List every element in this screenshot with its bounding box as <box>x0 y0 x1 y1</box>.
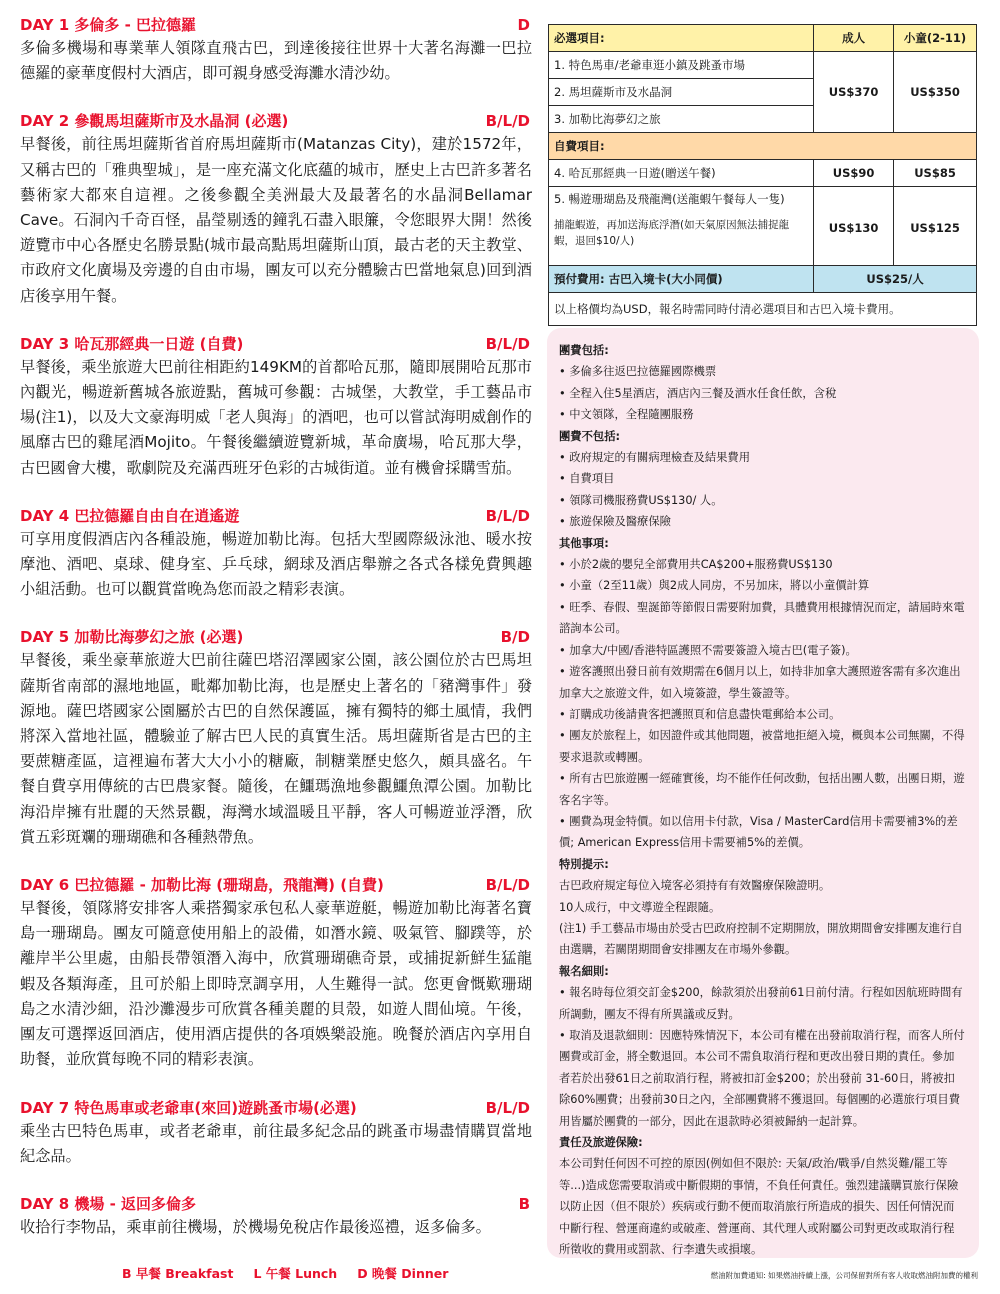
legend-dinner: D 晚餐 Dinner <box>357 1266 449 1281</box>
list-item: • 遊客護照出發日前有效期需在6個月以上，如持非加拿大護照遊客需有多次進出加拿大之旅遊文件，如入境簽證，學生簽證等。 <box>559 665 961 700</box>
day-title: DAY 5 加勒比海夢幻之旅 (必選) <box>20 628 244 647</box>
day-description: 早餐後，前往馬坦薩斯省首府馬坦薩斯市(Matanzas City)，建於1572年，又稱古巴的「雅典聖城」，是一座充滿文化底蘊的城市，歷史上古巴許多著名藝術家大都來自這裡。之後參觀全美洲最大及最著名的水晶洞Bellamar Cave。石洞內千奇百怪，晶瑩剔透的鐘乳石盡入眼簾，令您眼界大開！然後遊覽市中心各歷史名勝景點(城市最高點馬坦薩斯山頂，最古老的天主教堂、市政府文化廣場及旁邊的自由市場，團友可以充分體驗古巴當地氣息)回到酒店後享用午餐。 <box>20 135 532 305</box>
day-meals: B/L/D <box>485 876 530 895</box>
exclude-title: 團費不包括: <box>559 429 621 443</box>
day-7 <box>20 1097 532 1169</box>
price-table <box>548 24 977 326</box>
meal-legend <box>122 1264 448 1282</box>
day-meals: B/L/D <box>485 112 530 131</box>
mandatory-adult-price: US$370 <box>814 52 894 133</box>
day-description: 乘坐古巴特色馬車，或者老爺車，前往最多紀念品的跳蚤市場盡情購買當地紀念品。 <box>20 1121 532 1165</box>
itinerary <box>20 14 532 1264</box>
list-item: • 團友於旅程上，如因證件或其他問題，被當地拒絕入境，概與本公司無關，不得要求退款或轉團。 <box>559 729 965 764</box>
day-title: DAY 6 巴拉德羅 - 加勒比海 (珊瑚島，飛龍灣) (自費) <box>20 876 384 895</box>
prepaid-price: US$25/人 <box>814 266 977 293</box>
list-item: • 全程入住5星酒店，酒店內三餐及酒水任食任飲，含稅 <box>559 386 837 400</box>
day-5 <box>20 626 532 850</box>
day-1 <box>20 14 532 86</box>
day-title: DAY 8 機場 - 返回多倫多 <box>20 1194 197 1213</box>
list-item: • 加拿大/中國/香港特區護照不需要簽證入境古巴(電子簽)。 <box>559 643 857 657</box>
list-item: • 旅遊保險及醫療保險 <box>559 515 671 529</box>
list-item: • 取消及退款細則：因應特殊情況下，本公司有權在出發前取消行程，而客人所付團費或訂金，將全數退回。本公司不需負取消行程和更改出發日期的責任。參加者若於出發61日之前取消行程，將被扣訂金$200；於出發前 31-60日，將被扣除60%團費；出發前30日之內，全部團費將不獲退回。每個團的必選旅行項目費用皆屬於團費的一部分，因此在退款時必須被歸納一起計算。 <box>559 1029 965 1128</box>
list-item: 10人成行，中文導遊全程跟隨。 <box>559 900 721 914</box>
day-8 <box>20 1193 532 1240</box>
optional-child-price: US$125 <box>894 187 977 266</box>
day-6 <box>20 874 532 1072</box>
day-meals: D <box>517 16 530 34</box>
price-table-wrapper <box>548 24 977 326</box>
child-header: 小童(2-11) <box>894 25 977 52</box>
mandatory-item: 3. 加勒比海夢幻之旅 <box>549 106 814 133</box>
fuel-surcharge-note: 燃油附加費通知: 如果燃油持續上漲，公司保留對所有客人收取燃油附加費的權利 <box>710 1271 978 1280</box>
optional-item: 4. 哈瓦那經典一日遊(贈送午餐) <box>549 160 814 187</box>
optional-header: 自費項目: <box>549 133 977 160</box>
price-footnote: 以上格價均為USD，報名時需同時付清必選項目和古巴入境卡費用。 <box>549 293 977 326</box>
day-4 <box>20 505 532 603</box>
day-title: DAY 1 多倫多 - 巴拉德羅 <box>20 16 197 34</box>
optional-child-price: US$85 <box>894 160 977 187</box>
day-meals: B/L/D <box>485 334 530 353</box>
day-meals: B/L/D <box>485 1098 530 1117</box>
prepaid-label: 預付費用: 古巴入境卡(大小同價) <box>549 266 814 293</box>
day-meals: B <box>518 1194 530 1213</box>
day-meals: B/D <box>500 628 530 647</box>
liability-text: 本公司對任何因不可控的原因(例如但不限於: 天氣/政治/戰爭/自然災難/罷工等等...)造成您需要取消或中斷假期的事情，不負任何責任。強烈建議購買旅行保險以防止因（但不限於）疾病或行動不便而取消旅行所造成的損失、因任何情況而中斷行程、營運商違約或破產、營運商、其代理人或附屬公司對更改或取消行程所徵收的費用或罰款、行李遺失或損壞。 <box>559 1157 959 1257</box>
mandatory-child-price: US$350 <box>894 52 977 133</box>
day-2 <box>20 110 532 308</box>
day-title: DAY 4 巴拉德羅自由自在逍遙遊 <box>20 506 240 525</box>
liability-title: 責任及旅遊保險: <box>559 1136 643 1150</box>
list-item: • 領隊司機服務費US$130/ 人。 <box>559 493 723 507</box>
legend-lunch: L 午餐 Lunch <box>253 1266 338 1281</box>
optional-adult-price: US$130 <box>814 187 894 266</box>
day-description: 早餐後，領隊將安排客人乘搭獨家承包私人豪華遊艇，暢遊加勒比海著名寶島一珊瑚島。團友可隨意使用船上的設備，如潛水鏡、吸氣管、腳蹼等，於離岸半公里處，由船長帶領潛入海中，欣賞珊瑚礁奇景，或捕捉新鮮生猛龍蝦及各類海產，且可於船上即時烹調享用，人生難得一試。您更會慨歎珊瑚島之水清沙細，沿沙灘漫步可欣賞各種美麗的貝殼，如遊人間仙境。午後，團友可選擇返回酒店，使用酒店提供的各項娛樂設施。晚餐於酒店內享用自助餐，並欣賞每晚不同的精彩表演。 <box>20 899 532 1069</box>
legend-breakfast: B 早餐 Breakfast <box>122 1266 234 1281</box>
include-title: 團費包括: <box>559 344 609 357</box>
list-item: (注1) 手工藝品市場由於受古巴政府控制不定期開放，開放期間會安排團友進行自由選購，若關閉期間會安排團友在市場外參觀。 <box>559 921 963 957</box>
list-item: 古巴政府規定每位入境客必須持有有效醫療保險證明。 <box>559 879 831 893</box>
list-item: • 自費項目 <box>559 472 615 486</box>
terms-panel <box>547 328 979 1258</box>
day-description: 早餐後，乘坐旅遊大巴前往相距約149KM的首都哈瓦那，隨即展開哈瓦那市內觀光，暢遊新舊城各旅遊點，舊城可參觀：古城堡，大教堂，手工藝品市場(注1)，以及大文豪海明威「老人與海」的酒吧，也可以嘗試海明威創作的風靡古巴的雞尾酒Mojito。午餐後繼續遊覽新城，革命廣場，哈瓦那大學，古巴國會大樓，歌劇院及充滿西班牙色彩的古城街道。並有機會採購雪茄。 <box>20 357 532 477</box>
list-item: • 中文領隊，全程隨團服務 <box>559 408 694 422</box>
optional-item-5 <box>549 187 814 266</box>
list-item: • 政府規定的有關病理檢查及結果費用 <box>559 451 751 465</box>
optional-item-label: 5. 暢遊珊瑚島及飛龍灣(送龍蝦午餐每人一隻) <box>554 192 785 206</box>
mandatory-header: 必選項目: <box>549 25 814 52</box>
signup-title: 報名細則: <box>559 964 609 978</box>
list-item: • 小於2歲的嬰兒全部費用共CA$200+服務費US$130 <box>559 558 833 572</box>
special-title: 特別提示: <box>559 857 609 871</box>
list-item: • 團費為現金特價。如以信用卡付款，Visa / MasterCard信用卡需要補3%的差價; American Express信用卡需要補5%的差價。 <box>559 814 958 850</box>
mandatory-item: 1. 特色馬車/老爺車逛小鎮及跳蚤市場 <box>549 52 814 79</box>
list-item: • 小童（2至11歲）與2成人同房，不另加床，將以小童價計算 <box>559 579 870 593</box>
day-description: 可享用度假酒店內各種設施，暢遊加勒比海。包括大型國際級泳池、暖水按摩池、酒吧、桌球、健身室、乒乓球，網球及酒店舉辦之各式各樣免費興趣小組活動。也可以觀賞當晚為您而設之精彩表演。 <box>20 529 532 599</box>
other-title: 其他事項: <box>559 536 609 550</box>
day-title: DAY 7 特色馬車或老爺車(來回)遊跳蚤市場(必選) <box>20 1098 357 1117</box>
day-3 <box>20 333 532 481</box>
list-item: • 報名時每位須交訂金$200，餘款須於出發前61日前付清。行程如因航班時間有所調動，團友不得有所異議或反對。 <box>559 986 963 1021</box>
list-item: • 所有古巴旅遊團一經確實後，均不能作任何改動，包括出團人數，出團日期，遊客名字等。 <box>559 772 965 807</box>
adult-header: 成人 <box>814 25 894 52</box>
day-description: 早餐後，乘坐豪華旅遊大巴前往薩巴塔沼澤國家公園，該公園位於古巴馬坦薩斯省南部的濕地地區，毗鄰加勒比海，也是歷史上著名的「豬灣事件」發源地。薩巴塔國家公園屬於古巴的自然保護區，擁有獨特的鄉土風情，我們將深入當地社區，體驗並了解古巴人民的真實生活。馬坦薩斯省是古巴的主要蔗糖產區，這裡遍布著大大小小的糖廠，制糖業歷史悠久，頗具盛名。午餐自費享用傳統的古巴農家餐。隨後，在鱷瑪漁地參觀鱷魚潭公園。加勒比海沿岸擁有壯麗的天然景觀，海灣水域溫暖且平靜，客人可暢遊並浮潛，欣賞五彩斑斕的珊瑚礁和各種熱帶魚。 <box>20 651 532 846</box>
optional-item-note: 捕龍蝦遊，再加送海底浮潛(如天氣原因無法捕捉龍蝦，退回$10/人) <box>554 219 790 247</box>
optional-adult-price: US$90 <box>814 160 894 187</box>
list-item: • 多倫多往返巴拉德羅國際機票 <box>559 365 717 379</box>
day-title: DAY 2 參觀馬坦薩斯市及水晶洞 (必選) <box>20 112 289 131</box>
day-description: 收拾行李物品，乘車前往機場，於機場免稅店作最後巡禮，返多倫多。 <box>20 1217 491 1236</box>
day-description: 多倫多機場和專業華人領隊直飛古巴，到達後接往世界十大著名海灘一巴拉德羅的豪華度假村大酒店，即可親身感受海灘水清沙幼。 <box>20 39 532 83</box>
day-meals: B/L/D <box>485 506 530 525</box>
list-item: • 訂購成功後請貴客把護照頁和信息盡快電郵給本公司。 <box>559 707 841 721</box>
list-item: • 旺季、春假、聖誕節等節假日需要附加費，具體費用根據情況而定，請屆時來電諮詢本公司。 <box>559 600 965 636</box>
mandatory-item: 2. 馬坦薩斯市及水晶洞 <box>549 79 814 106</box>
day-title: DAY 3 哈瓦那經典一日遊 (自費) <box>20 334 244 353</box>
